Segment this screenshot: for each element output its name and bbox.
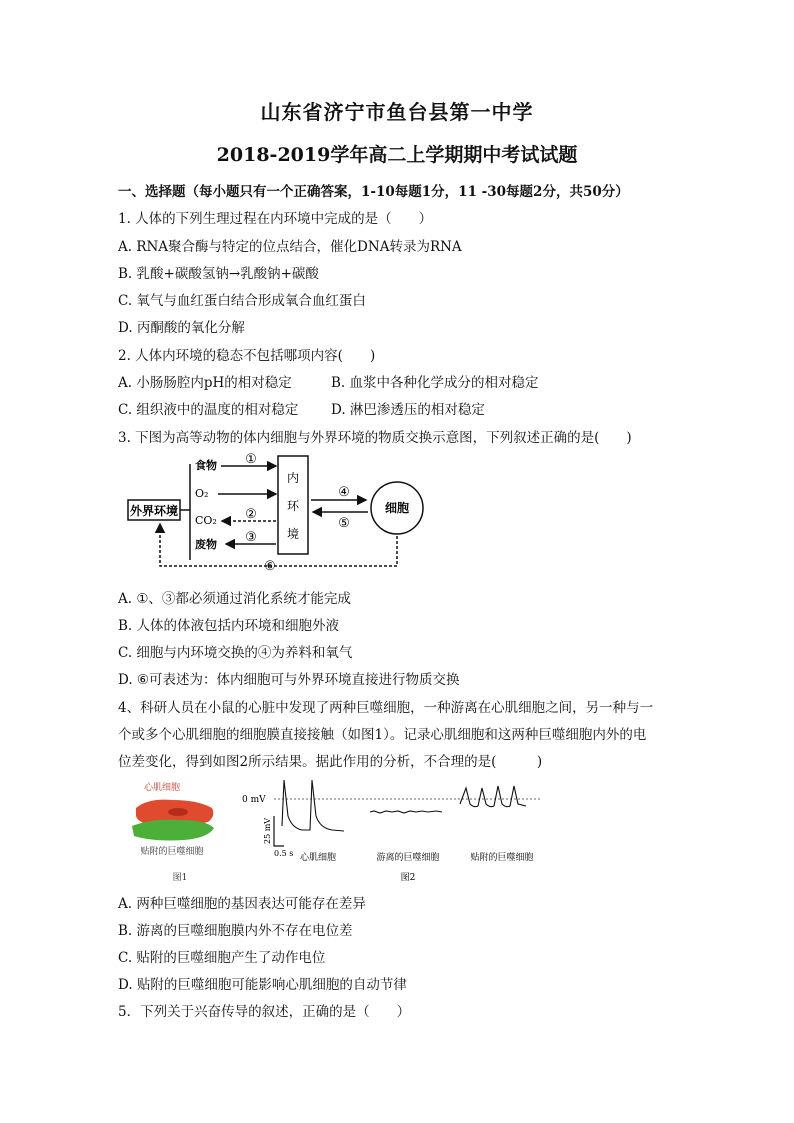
q3-option-b: B. 人体的体液包括内环境和细胞外液 xyxy=(118,618,340,634)
q3-option-a: A. ①、③都必须通过消化系统才能完成 xyxy=(118,591,351,607)
q2-options-row1 xyxy=(118,371,678,391)
q4-stem-line1: 4、科研人员在小鼠的心脏中发现了两种巨噬细胞，一种游离在心肌细胞之间，另一种与一 xyxy=(118,700,654,716)
q4-option-d: D. 贴附的巨噬细胞可能影响心肌细胞的自动节律 xyxy=(118,977,407,993)
q4-option-c: C. 贴附的巨噬细胞产生了动作电位 xyxy=(118,950,326,966)
q1-stem: 1. 人体的下列生理过程在内环境中完成的是（ ） xyxy=(118,211,433,227)
q1-option-a: A. RNA聚合酶与特定的位点结合，催化DNA转录为RNA xyxy=(118,239,462,255)
q4-fig2 xyxy=(240,776,550,886)
cell-label: 细胞 xyxy=(384,501,410,515)
cardiomyocyte-trace xyxy=(282,780,344,831)
q2-options-row2 xyxy=(118,398,678,418)
inner-env-char-1: 内 xyxy=(286,471,300,485)
q2-option-c: C. 组织液中的温度的相对稳定 xyxy=(118,402,299,418)
input-waste-label: 废物 xyxy=(195,538,217,551)
inner-env-char-2: 环 xyxy=(286,499,300,513)
macrophage-shape xyxy=(132,820,214,841)
exam-term-title: 2018-2019学年高二上学期期中考试试题 xyxy=(216,144,578,166)
q2-option-a: A. 小肠肠腔内pH的相对稳定 xyxy=(118,375,292,391)
attached-macrophage-trace xyxy=(460,786,526,807)
section-heading: 一、选择题（每小题只有一个正确答案，1-10每题1分，11 -30每题2分，共50分） xyxy=(118,184,629,200)
fig2-trace-label-attached: 贴附的巨噬细胞 xyxy=(470,853,534,863)
fig2-trace-label-free: 游离的巨噬细胞 xyxy=(376,853,440,863)
marker-3: ③ xyxy=(245,530,257,545)
fig2-scale-voltage: 25 mV xyxy=(263,817,272,844)
fig2-scale-time: 0.5 s xyxy=(274,849,294,858)
fig2-trace-label-cardiomyocyte: 心肌细胞 xyxy=(299,853,337,863)
external-env-label: 外界环境 xyxy=(129,504,179,518)
q4-option-a: A. 两种巨噬细胞的基因表达可能存在差异 xyxy=(118,896,366,912)
q3-option-c: C. 细胞与内环境交换的④为养料和氧气 xyxy=(118,645,353,661)
q1-option-c: C. 氧气与血红蛋白结合形成氧合血红蛋白 xyxy=(118,293,366,309)
q4-option-b: B. 游离的巨噬细胞膜内外不存在电位差 xyxy=(118,923,353,939)
input-o2-label: O₂ xyxy=(195,487,209,500)
q1-option-b: B. 乳酸+碳酸氢钠→乳酸钠+碳酸 xyxy=(118,266,319,282)
marker-6: ⑥ xyxy=(264,559,276,574)
q4-stem-line3: 位差变化，得到如图2所示结果。据此作用的分析，不合理的是( ) xyxy=(118,754,543,770)
marker-1: ① xyxy=(245,452,257,467)
q3-option-d: D. ⑥可表述为：体内细胞可与外界环境直接进行物质交换 xyxy=(118,672,460,688)
q1-option-d: D. 丙酮酸的氧化分解 xyxy=(118,320,245,336)
exam-school-title: 山东省济宁市鱼台县第一中学 xyxy=(260,100,534,124)
fig1-macrophage-label: 贴附的巨噬细胞 xyxy=(140,847,204,857)
q4-stem-line2: 个或多个心肌细胞的细胞膜直接接触（如图1）。记录心肌细胞和这两种巨噬细胞内外的电 xyxy=(118,727,647,743)
q5-stem: 5．下列关于兴奋传导的叙述，正确的是（ ） xyxy=(118,1004,411,1020)
q2-stem: 2. 人体内环境的稳态不包括哪项内容( ) xyxy=(118,348,376,364)
inner-env-char-3: 境 xyxy=(286,527,300,541)
fig2-zero-label: 0 mV xyxy=(242,795,266,805)
fig1-cardiomyocyte-label: 心肌细胞 xyxy=(143,783,181,793)
marker-4: ④ xyxy=(338,485,350,500)
q3-stem: 3. 下图为高等动物的体内细胞与外界环境的物质交换示意图，下列叙述正确的是( ) xyxy=(118,430,632,446)
q4-fig1 xyxy=(128,776,228,886)
fig2-caption: 图2 xyxy=(400,873,416,883)
marker-2: ② xyxy=(245,507,257,522)
fig1-caption: 图1 xyxy=(172,873,188,883)
marker-5: ⑤ xyxy=(338,516,350,531)
q2-option-b: B. 血浆中各种化学成分的相对稳定 xyxy=(331,375,539,391)
input-co2-label: CO₂ xyxy=(195,514,217,527)
q3-exchange-diagram xyxy=(118,452,438,578)
free-macrophage-trace xyxy=(370,811,442,813)
input-food-label: 食物 xyxy=(195,459,217,472)
q2-option-d: D. 淋巴渗透压的相对稳定 xyxy=(331,402,485,418)
